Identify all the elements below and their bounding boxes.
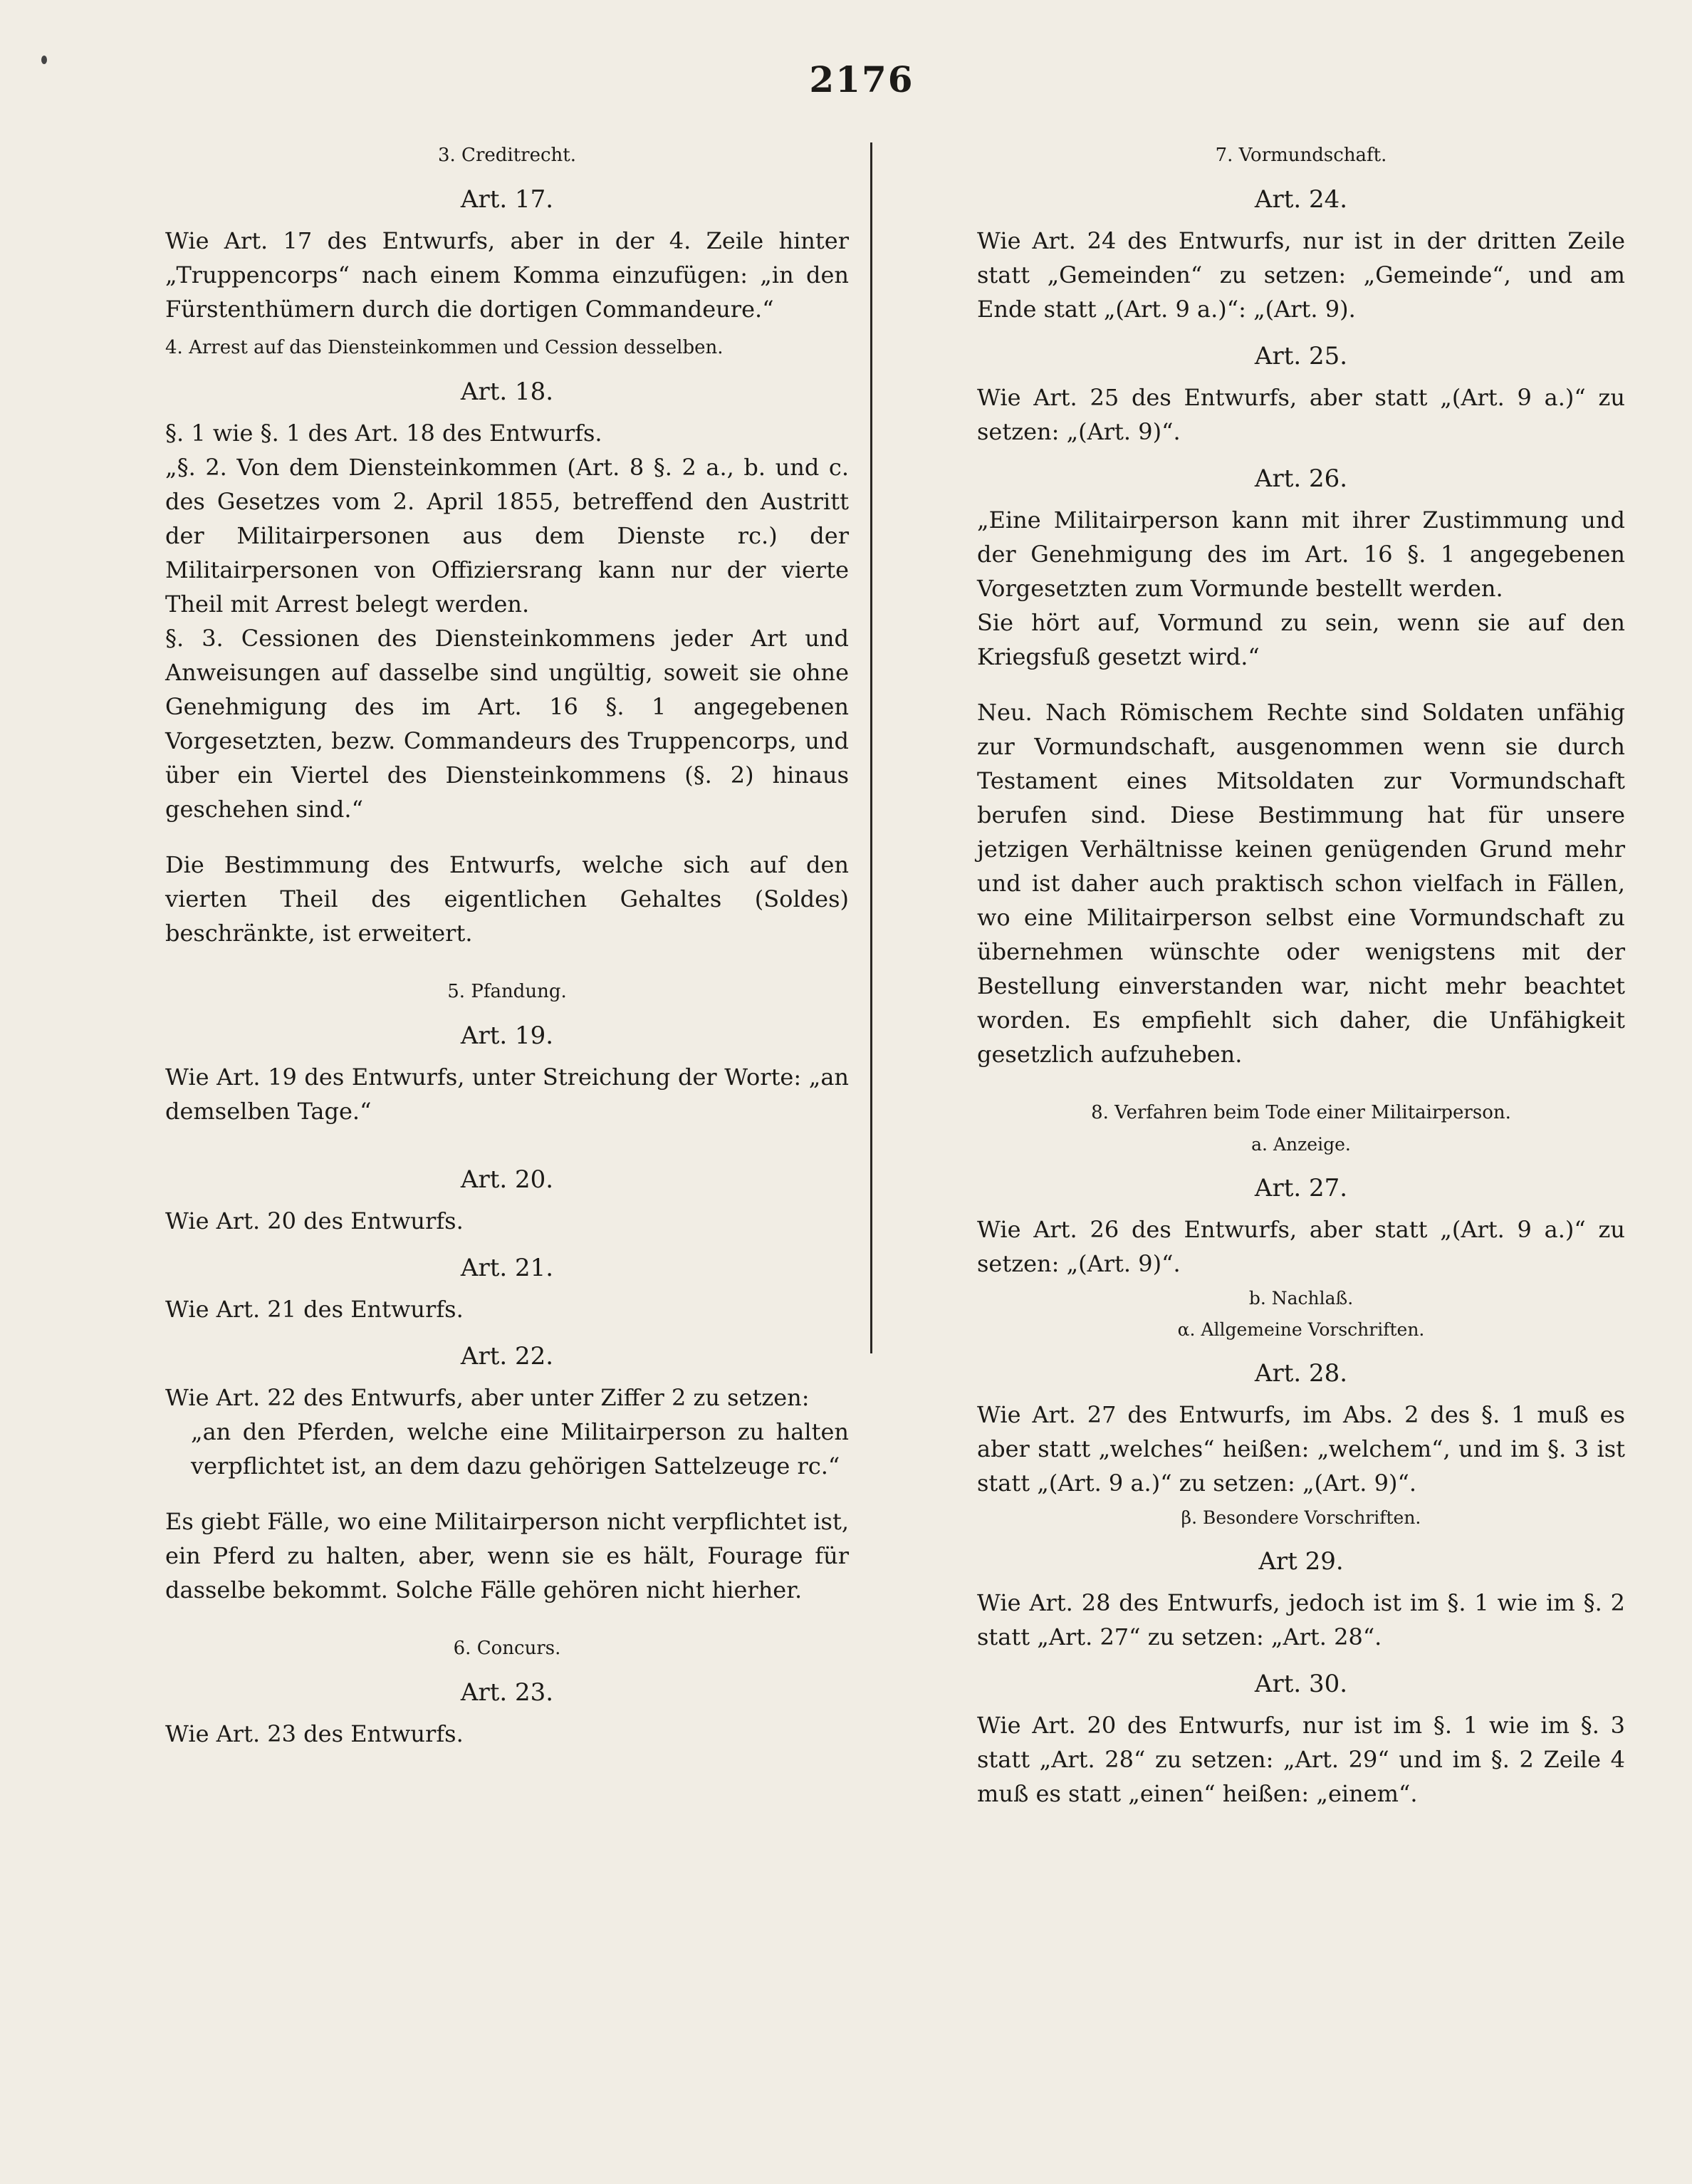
article-17-text: Wie Art. 17 des Entwurfs, aber in der 4. Zeile hinter „Truppencorps“ nach einem Komma einzufügen: „in den Fürstenthümern durch die dortigen Commandeure.“	[165, 227, 849, 323]
article-26-paragraph-1: „Eine Militairperson kann mit ihrer Zustimmung und der Genehmigung des im Art. 16 §. 1 angegebenen Vorgesetzten zum Vormunde bestellt werden.	[977, 506, 1625, 602]
article-26-note: Neu. Nach Römischem Rechte sind Soldaten unfähig zur Vormundschaft, ausgenommen wenn sie durch Testament eines Mitsoldaten zur Vormundschaft berufen sind. Diese Bestimmung hat für unsere jetzigen Verhältnisse keinen genügenden Grund mehr und ist daher auch praktisch schon vielfach in Fällen, wo eine Militairperson selbst eine Vormundschaft zu übernehmen wünschte oder wenigstens mit der Bestellung einverstanden war, nicht mehr beachtet worden. Es empfiehlt sich daher, die Unfähigkeit gesetzlich aufzuheben.	[977, 699, 1625, 1068]
article-30-text: Wie Art. 20 des Entwurfs, nur ist im §. 1 wie im §. 3 statt „Art. 28“ zu setzen: „Art. 29“ und im §. 2 Zeile 4 muß es statt „einen“ heißen: „einem“.	[977, 1712, 1625, 1807]
article-28-text: Wie Art. 27 des Entwurfs, im Abs. 2 des §. 1 muß es aber statt „welches“ heißen: „welchem“, und im §. 3 ist statt „(Art. 9 a.)“ zu setzen: „(Art. 9)“.	[977, 1401, 1625, 1497]
article-heading-24: Art. 24.	[1254, 185, 1348, 214]
article-heading-26: Art. 26.	[1254, 464, 1348, 493]
article-21-text: Wie Art. 21 des Entwurfs.	[165, 1296, 464, 1323]
section-heading-arrest: 4. Arrest auf das Diensteinkommen und Cession desselben.	[165, 337, 724, 358]
article-18-paragraph-3: §. 3. Cessionen des Diensteinkommens jeder Art und Anweisungen auf dasselbe sind ungültig, soweit sie ohne Genehmigung des im Art. 16 §. 1 angegebenen Vorgesetzten, bezw. Commandeurs des Truppencorps, und über ein Viertel des Diensteinkommens (§. 2) hinaus geschehen sind.“	[165, 625, 849, 823]
article-20-text: Wie Art. 20 des Entwurfs.	[165, 1207, 464, 1234]
article-24-text: Wie Art. 24 des Entwurfs, nur ist in der dritten Zeile statt „Gemeinden“ zu setzen: „Gemeinde“, und am Ende statt „(Art. 9 a.)“: „(Art. 9).	[977, 227, 1625, 323]
article-heading-17: Art. 17.	[460, 185, 554, 214]
section-heading-vormundschaft: 7. Vormundschaft.	[1215, 145, 1387, 166]
subsection-heading-allgemeine-vorschriften: α. Allgemeine Vorschriften.	[1177, 1319, 1425, 1340]
article-18-paragraph-2: „§. 2. Von dem Diensteinkommen (Art. 8 §. 2 a., b. und c. des Gesetzes vom 2. April 1855, betreffend den Austritt der Militairpersonen aus dem Dienste rc.) der Militairpersonen von Offiziersrang kann nur der vierte Theil mit Arrest belegt werden.	[165, 454, 849, 618]
article-heading-22: Art. 22.	[460, 1342, 554, 1371]
article-22-note: Es giebt Fälle, wo eine Militairperson nicht verpflichtet ist, ein Pferd zu halten, aber, wenn sie es hält, Fourage für dasselbe bekommt. Solche Fälle gehören nicht hierher.	[165, 1508, 849, 1603]
article-heading-19: Art. 19.	[460, 1021, 554, 1050]
article-22-text: Wie Art. 22 des Entwurfs, aber unter Ziffer 2 zu setzen:	[165, 1384, 810, 1411]
right-column	[977, 135, 1625, 1811]
section-heading-concurs: 6. Concurs.	[453, 1638, 561, 1659]
left-column	[165, 135, 849, 1751]
article-26-paragraph-2: Sie hört auf, Vormund zu sein, wenn sie auf den Kriegsfuß gesetzt wird.“	[977, 609, 1625, 670]
article-25-text: Wie Art. 25 des Entwurfs, aber statt „(Art. 9 a.)“ zu setzen: „(Art. 9)“.	[977, 384, 1625, 445]
article-heading-20: Art. 20.	[460, 1165, 554, 1194]
section-heading-creditrecht: 3. Creditrecht.	[437, 145, 577, 166]
article-29-text: Wie Art. 28 des Entwurfs, jedoch ist im §. 1 wie im §. 2 statt „Art. 27“ zu setzen: „Art. 28“.	[977, 1589, 1625, 1650]
article-18-note: Die Bestimmung des Entwurfs, welche sich auf den vierten Theil des eigentlichen Gehaltes (Soldes) beschränkte, ist erweitert.	[165, 851, 849, 947]
article-27-text: Wie Art. 26 des Entwurfs, aber statt „(Art. 9 a.)“ zu setzen: „(Art. 9)“.	[977, 1216, 1625, 1277]
article-23-text: Wie Art. 23 des Entwurfs.	[165, 1720, 464, 1747]
column-divider	[870, 142, 872, 1353]
article-19-text: Wie Art. 19 des Entwurfs, unter Streichung der Worte: „an demselben Tage.“	[165, 1064, 849, 1125]
article-heading-30: Art. 30.	[1254, 1670, 1348, 1698]
subsection-heading-anzeige: a. Anzeige.	[1251, 1134, 1351, 1155]
article-heading-29: Art 29.	[1258, 1547, 1344, 1576]
ink-dot	[41, 56, 47, 64]
page-number: 2176	[809, 58, 914, 100]
article-heading-23: Art. 23.	[460, 1678, 554, 1707]
article-heading-27: Art. 27.	[1254, 1174, 1348, 1202]
section-heading-verfahren-tod: 8. Verfahren beim Tode einer Militairperson.	[1091, 1102, 1511, 1123]
article-heading-25: Art. 25.	[1254, 342, 1348, 370]
article-22-quote: „an den Pferden, welche eine Militairperson zu halten verpflichtet ist, an dem dazu gehörigen Sattelzeuge rc.“	[191, 1418, 849, 1480]
article-heading-18: Art. 18.	[460, 378, 554, 406]
article-18-paragraph-1: §. 1 wie §. 1 des Art. 18 des Entwurfs.	[165, 420, 602, 447]
subsection-heading-besondere-vorschriften: β. Besondere Vorschriften.	[1181, 1507, 1421, 1528]
section-heading-pfandung: 5. Pfandung.	[447, 981, 567, 1002]
subsection-heading-nachlass: b. Nachlaß.	[1248, 1288, 1354, 1309]
article-heading-21: Art. 21.	[460, 1254, 554, 1282]
article-heading-28: Art. 28.	[1254, 1359, 1348, 1388]
